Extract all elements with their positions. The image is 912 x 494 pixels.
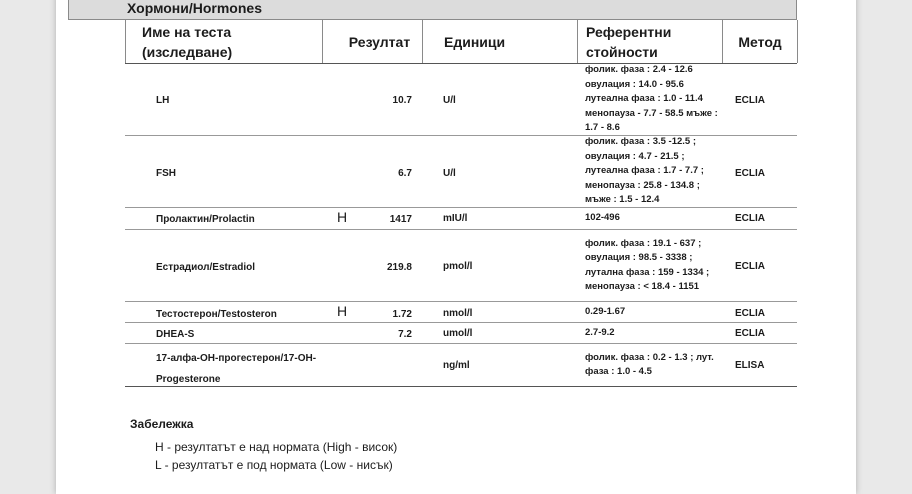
row-testosteron-reference: 0.29-1.67: [585, 305, 626, 317]
notes-title: Забележка: [130, 417, 194, 431]
row-prolactin-method: ECLIA: [735, 213, 765, 224]
row-lh-reference: фолик. фаза : 2.4 - 12.6 овулация : 14.0 - 95.6 лутеална фаза : 1.0 - 11.4 менопауза - 7.7 - 58.5 мъже : 1.7 - 8.6: [585, 64, 718, 134]
row-lh-method: ECLIA: [735, 95, 765, 106]
row-lh-result: 10.7: [392, 95, 412, 106]
header-method: Метод: [722, 20, 797, 63]
row-dheas-name: DHEA-S: [156, 329, 195, 340]
row-17oh-method: ELISA: [735, 360, 765, 371]
row-prolactin-reference: 102-496: [585, 212, 620, 224]
row-prolactin-units: mIU/l: [443, 213, 468, 224]
row-fsh-reference: фолик. фаза : 3.5 -12.5 ; овулация : 4.7 - 21.5 ; лутеална фаза : 1.7 - 7.7 ; менопауза : 25.8 - 134.8 ; мъже : 1.5 - 12.4: [585, 136, 704, 206]
row-17oh-units: ng/ml: [443, 360, 470, 371]
row-testosteron-result: 1.72: [392, 309, 412, 320]
note-high: H - резултатът е над нормата (High - висок): [155, 440, 398, 454]
row-prolactin-name: Пролактин/Prolactin: [156, 214, 255, 225]
header-units: Единици: [422, 20, 577, 63]
row-testosteron-method: ECLIA: [735, 308, 765, 319]
row-estradiol-reference: фолик. фаза : 19.1 - 637 ; овулация : 98.5 - 3338 ; лутална фаза : 159 - 1334 ; менопауза : < 18.4 - 1151: [585, 237, 710, 292]
row-lh-units: U/l: [443, 95, 456, 106]
note-low: L - резултатът е под нормата (Low - нисък): [155, 458, 393, 472]
section-title: Хормони/Hormones: [68, 0, 797, 20]
row-testosteron-name: Тестостерон/Testosteron: [156, 309, 277, 320]
header-reference: Референтни стойности: [577, 20, 722, 63]
row-dheas-units: umol/l: [443, 328, 473, 339]
header-test-name: Име на теста (изследване): [125, 20, 322, 63]
row-fsh-units: U/l: [443, 168, 456, 179]
row-testosteron-flag: H: [337, 303, 348, 319]
row-prolactin-result: 1417: [389, 214, 412, 225]
header-result: Резултат: [322, 20, 422, 63]
row-17oh-name: 17-алфа-ОН-прогестерон/17-ОН-Progesterone: [156, 353, 317, 385]
row-17oh-reference: фолик. фаза : 0.2 - 1.3 ; лут. фаза : 1.0 - 4.5: [585, 351, 714, 377]
row-estradiol-method: ECLIA: [735, 261, 765, 272]
row-lh-name: LH: [156, 95, 170, 106]
row-estradiol-name: Естрадиол/Estradiol: [156, 262, 256, 273]
row-dheas-result: 7.2: [398, 329, 412, 340]
row-estradiol-result: 219.8: [386, 262, 412, 273]
row-prolactin-flag: H: [337, 209, 348, 225]
row-dheas-method: ECLIA: [735, 328, 765, 339]
row-fsh-result: 6.7: [398, 168, 412, 179]
row-dheas-reference: 2.7-9.2: [585, 326, 615, 338]
row-fsh-method: ECLIA: [735, 168, 765, 179]
row-fsh-name: FSH: [156, 168, 176, 179]
row-testosteron-units: nmol/l: [443, 308, 473, 319]
row-estradiol-units: pmol/l: [443, 261, 473, 272]
